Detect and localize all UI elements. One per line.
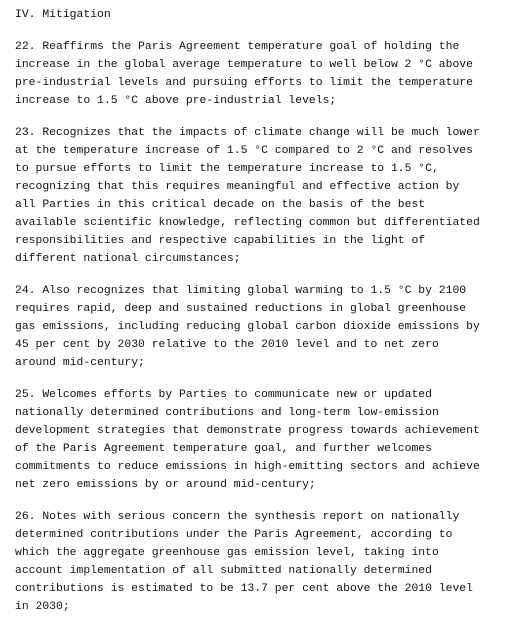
paragraph-22	[15, 38, 521, 110]
paragraph-line: which the aggregate greenhouse gas emission level, taking into	[15, 547, 439, 559]
paragraph-line: 25. Welcomes efforts by Parties to communicate new or updated	[15, 389, 432, 401]
paragraph-line: responsibilities and respective capabilities in the light of	[15, 235, 426, 247]
paragraph-23	[15, 124, 521, 268]
paragraph-line: commitments to reduce emissions in high-emitting sectors and achieve	[15, 461, 480, 473]
paragraph-line: gas emissions, including reducing global carbon dioxide emissions by	[15, 321, 480, 333]
paragraph-25	[15, 386, 521, 494]
paragraph-line: net zero emissions by or around mid-century;	[15, 479, 316, 491]
paragraph-line: available scientific knowledge, reflecting common but differentiated	[15, 217, 480, 229]
paragraph-line: determined contributions under the Paris Agreement, according to	[15, 529, 453, 541]
paragraph-line: development strategies that demonstrate progress towards achievement	[15, 425, 480, 437]
document-body	[15, 6, 521, 630]
paragraph-line: 23. Recognizes that the impacts of climate change will be much lower	[15, 127, 480, 139]
paragraph-line: at the temperature increase of 1.5 °C compared to 2 °C and resolves	[15, 145, 473, 157]
paragraph-line: 26. Notes with serious concern the synthesis report on nationally	[15, 511, 460, 523]
paragraph-line: increase to 1.5 °C above pre-industrial levels;	[15, 95, 337, 107]
paragraph-line: different national circumstances;	[15, 253, 241, 265]
paragraph-line: contributions is estimated to be 13.7 per cent above the 2010 level	[15, 583, 473, 595]
paragraph-line: in 2030;	[15, 601, 70, 613]
paragraph-line: around mid-century;	[15, 357, 145, 369]
paragraph-line: increase in the global average temperature to well below 2 °C above	[15, 59, 473, 71]
paragraph-line: all Parties in this critical decade on the basis of the best	[15, 199, 426, 211]
paragraph-line: requires rapid, deep and sustained reductions in global greenhouse	[15, 303, 467, 315]
paragraph-line: of the Paris Agreement temperature goal, and further welcomes	[15, 443, 432, 455]
paragraph-line: to pursue efforts to limit the temperature increase to 1.5 °C,	[15, 163, 439, 175]
paragraph-line: recognizing that this requires meaningful and effective action by	[15, 181, 460, 193]
section-heading: IV. Mitigation	[15, 9, 111, 21]
paragraph-line: pre-industrial levels and pursuing efforts to limit the temperature	[15, 77, 473, 89]
paragraph-line: account implementation of all submitted nationally determined	[15, 565, 432, 577]
paragraph-24	[15, 282, 521, 372]
paragraph-line: 45 per cent by 2030 relative to the 2010 level and to net zero	[15, 339, 439, 351]
paragraph-26	[15, 508, 521, 616]
paragraph-line: 24. Also recognizes that limiting global warming to 1.5 °C by 2100	[15, 285, 467, 297]
paragraph-line: 22. Reaffirms the Paris Agreement temperature goal of holding the	[15, 41, 460, 53]
paragraph-line: nationally determined contributions and long-term low-emission	[15, 407, 439, 419]
